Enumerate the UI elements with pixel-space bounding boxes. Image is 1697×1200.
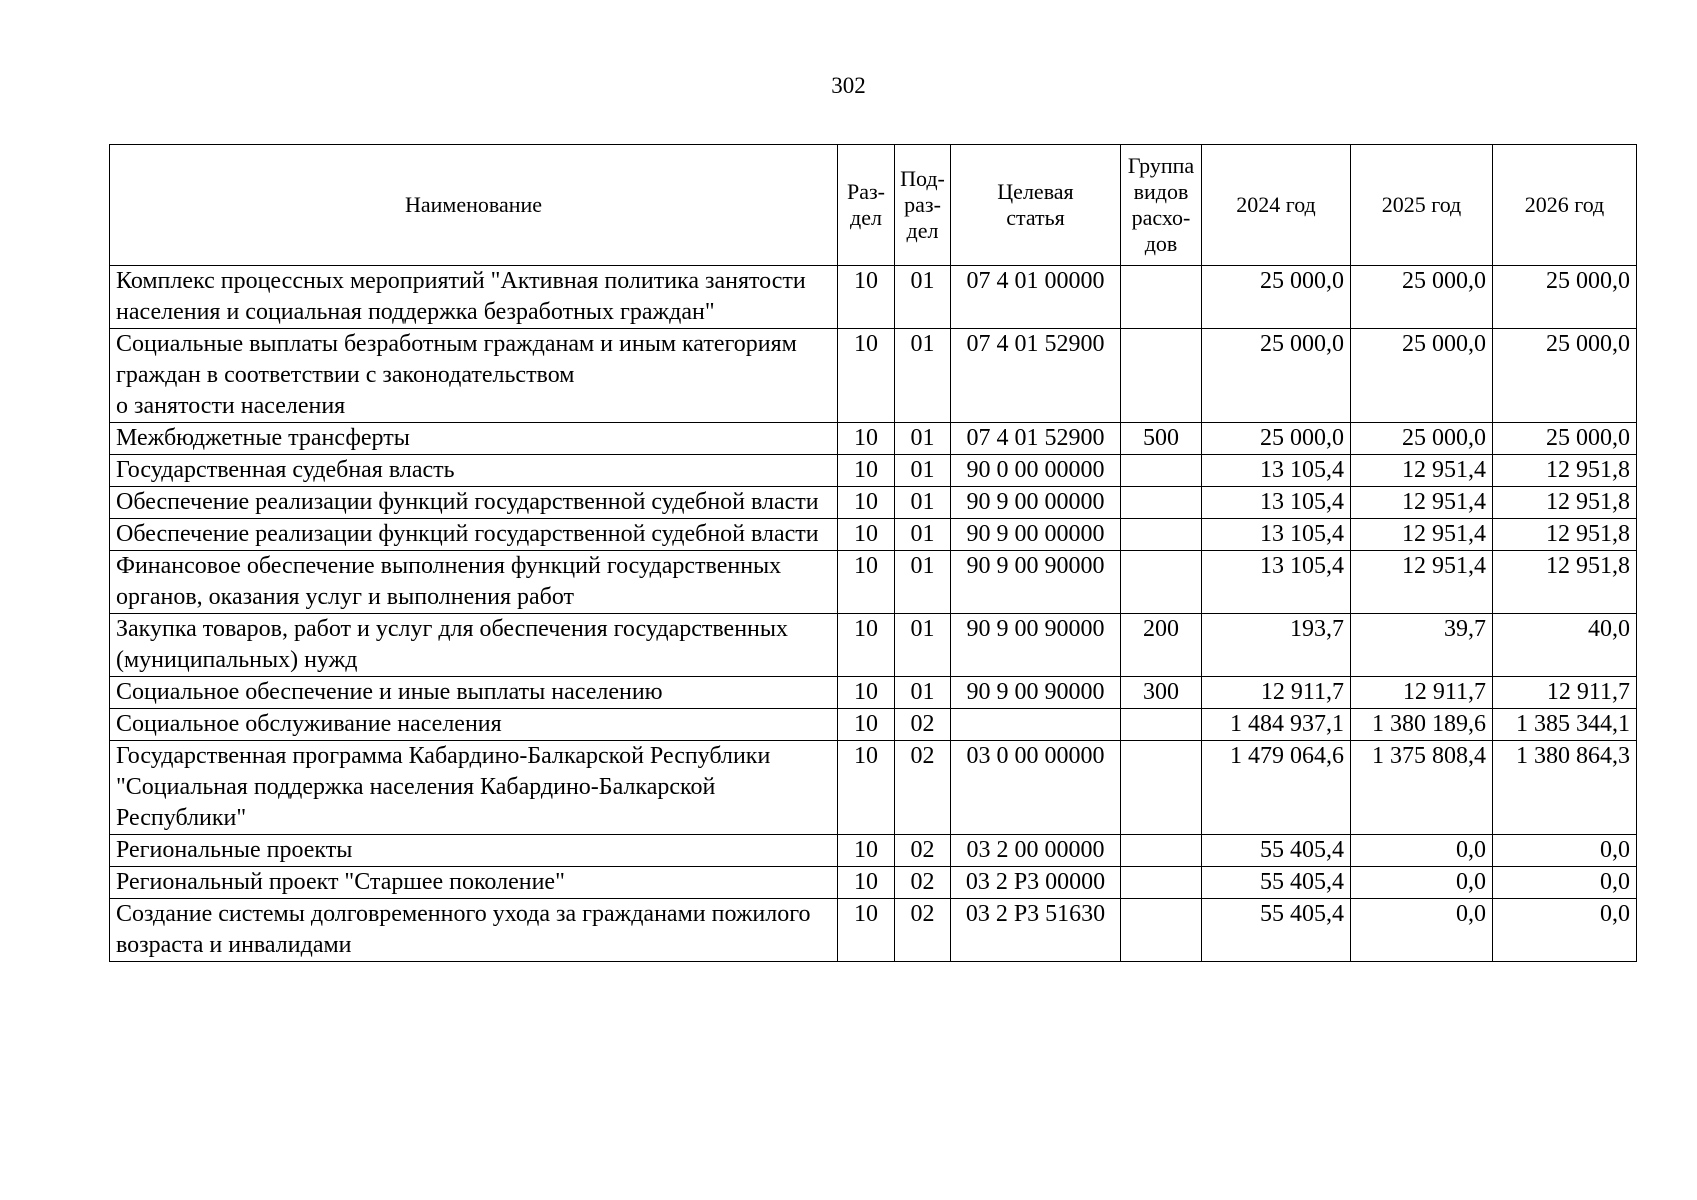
cell-name: Обеспечение реализации функций государственной судебной власти <box>110 487 838 519</box>
cell-razdel: 10 <box>838 455 895 487</box>
cell-2025: 25 000,0 <box>1351 423 1493 455</box>
table-row <box>110 423 1637 455</box>
cell-2024: 193,7 <box>1202 614 1351 677</box>
cell-2026: 1 380 864,3 <box>1493 741 1637 835</box>
header-2024: 2024 год <box>1202 145 1351 266</box>
cell-article: 90 9 00 00000 <box>951 487 1121 519</box>
header-razdel: Раз- дел <box>838 145 895 266</box>
header-row <box>110 145 1637 266</box>
cell-razdel: 10 <box>838 709 895 741</box>
cell-group <box>1121 899 1202 962</box>
cell-group <box>1121 741 1202 835</box>
cell-2025: 12 951,4 <box>1351 551 1493 614</box>
cell-2025: 1 375 808,4 <box>1351 741 1493 835</box>
cell-name: Социальное обслуживание населения <box>110 709 838 741</box>
cell-article: 90 0 00 00000 <box>951 455 1121 487</box>
cell-group <box>1121 867 1202 899</box>
cell-2025: 25 000,0 <box>1351 266 1493 329</box>
cell-razdel: 10 <box>838 487 895 519</box>
cell-2026: 0,0 <box>1493 867 1637 899</box>
cell-2024: 13 105,4 <box>1202 551 1351 614</box>
cell-group: 300 <box>1121 677 1202 709</box>
cell-group <box>1121 487 1202 519</box>
cell-razdel: 10 <box>838 677 895 709</box>
header-2026: 2026 год <box>1493 145 1637 266</box>
cell-razdel: 10 <box>838 551 895 614</box>
cell-podrazdel: 01 <box>895 487 951 519</box>
cell-article: 03 0 00 00000 <box>951 741 1121 835</box>
cell-group <box>1121 455 1202 487</box>
cell-razdel: 10 <box>838 614 895 677</box>
cell-podrazdel: 01 <box>895 614 951 677</box>
cell-name: Финансовое обеспечение выполнения функций государственных органов, оказания услуг и выполнения работ <box>110 551 838 614</box>
cell-name: Государственная программа Кабардино-Балкарской Республики "Социальная поддержка населения Кабардино-Балкарской Республики" <box>110 741 838 835</box>
table-body <box>110 266 1637 962</box>
table-header <box>110 145 1637 266</box>
cell-razdel: 10 <box>838 899 895 962</box>
header-2025: 2025 год <box>1351 145 1493 266</box>
cell-article: 90 9 00 90000 <box>951 677 1121 709</box>
cell-podrazdel: 01 <box>895 551 951 614</box>
cell-2024: 1 479 064,6 <box>1202 741 1351 835</box>
cell-2025: 12 951,4 <box>1351 519 1493 551</box>
cell-2025: 1 380 189,6 <box>1351 709 1493 741</box>
cell-2026: 12 951,8 <box>1493 519 1637 551</box>
cell-razdel: 10 <box>838 741 895 835</box>
cell-2025: 12 951,4 <box>1351 455 1493 487</box>
cell-name: Создание системы долговременного ухода за гражданами пожилого возраста и инвалидами <box>110 899 838 962</box>
cell-podrazdel: 01 <box>895 455 951 487</box>
header-article: Целевая статья <box>951 145 1121 266</box>
cell-group <box>1121 709 1202 741</box>
cell-2025: 39,7 <box>1351 614 1493 677</box>
cell-2026: 12 951,8 <box>1493 551 1637 614</box>
cell-2024: 13 105,4 <box>1202 455 1351 487</box>
cell-group <box>1121 266 1202 329</box>
header-group: Группа видов расхо- дов <box>1121 145 1202 266</box>
cell-2026: 12 911,7 <box>1493 677 1637 709</box>
cell-2025: 0,0 <box>1351 835 1493 867</box>
cell-article: 90 9 00 00000 <box>951 519 1121 551</box>
cell-2024: 1 484 937,1 <box>1202 709 1351 741</box>
cell-article: 07 4 01 52900 <box>951 423 1121 455</box>
table-row <box>110 487 1637 519</box>
cell-name: Комплекс процессных мероприятий "Активная политика занятости населения и социальная поддержка безработных граждан" <box>110 266 838 329</box>
cell-2026: 0,0 <box>1493 835 1637 867</box>
cell-article <box>951 709 1121 741</box>
cell-2025: 0,0 <box>1351 867 1493 899</box>
cell-2025: 12 951,4 <box>1351 487 1493 519</box>
table-row <box>110 709 1637 741</box>
table-row <box>110 329 1637 423</box>
cell-name: Региональные проекты <box>110 835 838 867</box>
cell-podrazdel: 01 <box>895 423 951 455</box>
cell-2024: 25 000,0 <box>1202 266 1351 329</box>
cell-2026: 0,0 <box>1493 899 1637 962</box>
header-name: Наименование <box>110 145 838 266</box>
table-row <box>110 835 1637 867</box>
cell-name: Закупка товаров, работ и услуг для обеспечения государственных (муниципальных) нужд <box>110 614 838 677</box>
cell-group <box>1121 519 1202 551</box>
table-row <box>110 519 1637 551</box>
cell-group <box>1121 835 1202 867</box>
cell-article: 07 4 01 52900 <box>951 329 1121 423</box>
cell-podrazdel: 02 <box>895 709 951 741</box>
cell-podrazdel: 01 <box>895 519 951 551</box>
cell-article: 03 2 P3 00000 <box>951 867 1121 899</box>
table-row <box>110 867 1637 899</box>
cell-2026: 40,0 <box>1493 614 1637 677</box>
cell-2025: 12 911,7 <box>1351 677 1493 709</box>
cell-podrazdel: 02 <box>895 835 951 867</box>
cell-razdel: 10 <box>838 867 895 899</box>
cell-2024: 13 105,4 <box>1202 519 1351 551</box>
cell-name: Социальное обеспечение и иные выплаты населению <box>110 677 838 709</box>
cell-name: Региональный проект "Старшее поколение" <box>110 867 838 899</box>
cell-2024: 12 911,7 <box>1202 677 1351 709</box>
cell-razdel: 10 <box>838 423 895 455</box>
cell-2024: 55 405,4 <box>1202 835 1351 867</box>
table-row <box>110 455 1637 487</box>
cell-2026: 12 951,8 <box>1493 487 1637 519</box>
table-row <box>110 551 1637 614</box>
cell-razdel: 10 <box>838 519 895 551</box>
cell-group <box>1121 551 1202 614</box>
cell-name: Обеспечение реализации функций государственной судебной власти <box>110 519 838 551</box>
cell-2026: 12 951,8 <box>1493 455 1637 487</box>
cell-2026: 1 385 344,1 <box>1493 709 1637 741</box>
cell-article: 90 9 00 90000 <box>951 614 1121 677</box>
cell-razdel: 10 <box>838 329 895 423</box>
page-number: 302 <box>831 73 866 98</box>
cell-2024: 13 105,4 <box>1202 487 1351 519</box>
cell-name: Межбюджетные трансферты <box>110 423 838 455</box>
cell-group: 200 <box>1121 614 1202 677</box>
cell-podrazdel: 01 <box>895 329 951 423</box>
table-row <box>110 899 1637 962</box>
cell-podrazdel: 01 <box>895 677 951 709</box>
cell-podrazdel: 01 <box>895 266 951 329</box>
cell-group <box>1121 329 1202 423</box>
table-row <box>110 677 1637 709</box>
table-row <box>110 266 1637 329</box>
table-row <box>110 741 1637 835</box>
cell-podrazdel: 02 <box>895 741 951 835</box>
cell-2024: 55 405,4 <box>1202 867 1351 899</box>
cell-razdel: 10 <box>838 266 895 329</box>
cell-article: 07 4 01 00000 <box>951 266 1121 329</box>
cell-2025: 25 000,0 <box>1351 329 1493 423</box>
cell-2024: 55 405,4 <box>1202 899 1351 962</box>
cell-razdel: 10 <box>838 835 895 867</box>
cell-article: 03 2 00 00000 <box>951 835 1121 867</box>
cell-group: 500 <box>1121 423 1202 455</box>
header-podrazdel: Под- раз- дел <box>895 145 951 266</box>
cell-podrazdel: 02 <box>895 899 951 962</box>
table-row <box>110 614 1637 677</box>
cell-2025: 0,0 <box>1351 899 1493 962</box>
cell-article: 90 9 00 90000 <box>951 551 1121 614</box>
cell-name: Государственная судебная власть <box>110 455 838 487</box>
cell-2024: 25 000,0 <box>1202 329 1351 423</box>
cell-article: 03 2 P3 51630 <box>951 899 1121 962</box>
cell-2026: 25 000,0 <box>1493 266 1637 329</box>
budget-table <box>109 144 1637 962</box>
cell-name: Социальные выплаты безработным гражданам и иным категориям граждан в соответствии с законодательством о занятости населения <box>110 329 838 423</box>
cell-2026: 25 000,0 <box>1493 329 1637 423</box>
cell-2024: 25 000,0 <box>1202 423 1351 455</box>
cell-2026: 25 000,0 <box>1493 423 1637 455</box>
cell-podrazdel: 02 <box>895 867 951 899</box>
